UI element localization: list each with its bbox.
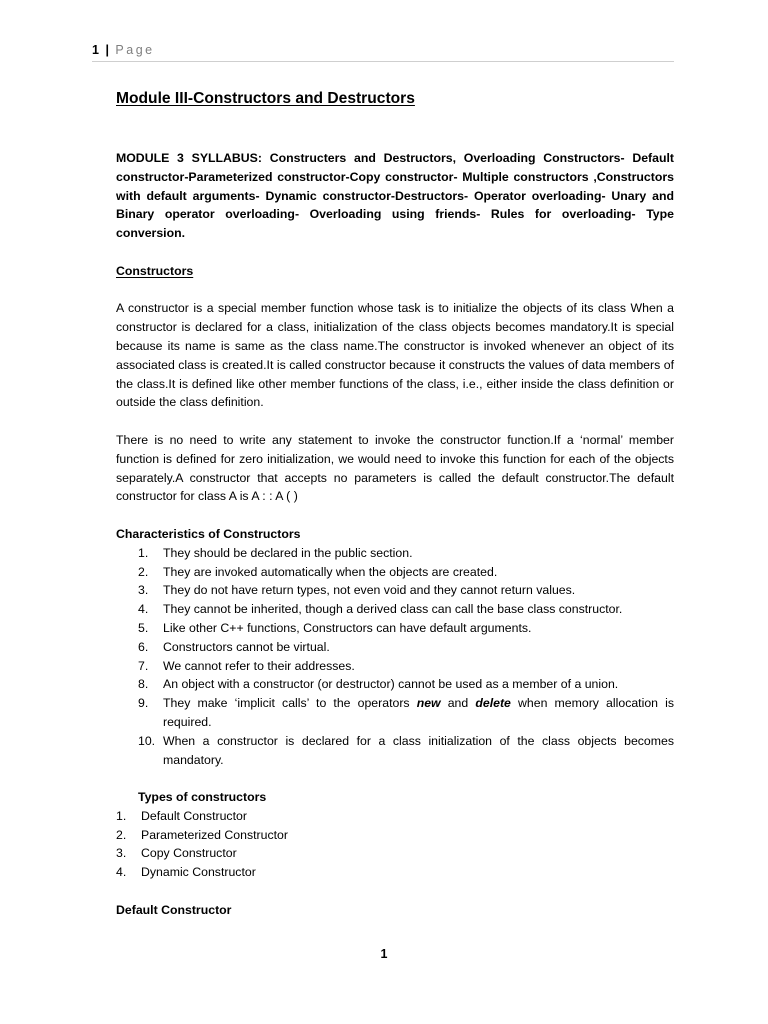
- constructor-invocation-paragraph: There is no need to write any statement to invoke the constructor function.If a ‘normal’ member function is defined for zero initialization, we would need to invoke this function for each of the objects separately.A constructor that accepts no parameters is called the default constructor.The default constructor for class A is A : : A ( ): [116, 432, 674, 504]
- list-item: 9. They make ‘implicit calls’ to the operators new and delete when memory allocation is required.: [138, 696, 674, 729]
- list-item: 6. Constructors cannot be virtual.: [138, 639, 330, 654]
- list-item: 3. They do not have return types, not even void and they cannot return values.: [138, 583, 576, 598]
- list-item: 1. Default Constructor: [116, 808, 247, 823]
- constructors-heading: Constructors: [116, 263, 194, 278]
- types-heading: Types of constructors: [138, 790, 267, 805]
- list-item: 5. Like other C++ functions, Constructors can have default arguments.: [138, 620, 532, 635]
- page-title: Module III-Constructors and Destructors: [116, 90, 415, 107]
- types-list: [116, 807, 674, 882]
- header-page-word: Page: [115, 43, 155, 57]
- page-header: [92, 43, 674, 62]
- default-constructor-heading: Default Constructor: [116, 902, 232, 917]
- list-item: 7. We cannot refer to their addresses.: [138, 658, 355, 673]
- characteristics-heading: Characteristics of Constructors: [116, 526, 301, 541]
- list-item: 8. An object with a constructor (or destructor) cannot be used as a member of a union.: [138, 677, 619, 692]
- list-item: 3. Copy Constructor: [116, 846, 237, 861]
- constructor-definition-paragraph: A constructor is a special member function whose task is to initialize the objects of its class When a constructor is declared for a class, initialization of the class objects becomes mandatory.It is special because its name is same as the class name.The constructor is invoked whenever an object of its associated class is created.It is called constructor because it constructs the values of data members of the class.It is defined like other member functions of the class, i.e., either inside the class definition or outside the class definition.: [116, 301, 674, 410]
- document-body: [116, 86, 674, 920]
- list-item: 1. They should be declared in the public section.: [138, 545, 413, 560]
- list-item: 4. Dynamic Constructor: [116, 865, 256, 880]
- header-separator: |: [105, 43, 110, 57]
- header-page-number: 1: [92, 43, 100, 57]
- list-item: 2. They are invoked automatically when the objects are created.: [138, 564, 498, 579]
- list-item: 2. Parameterized Constructor: [116, 827, 288, 842]
- footer-page-number: 1: [380, 947, 388, 961]
- list-item: 10. When a constructor is declared for a class initialization of the class objects becomes mandatory.: [138, 733, 674, 767]
- syllabus-paragraph: MODULE 3 SYLLABUS: Constructers and Destructors, Overloading Constructors- Default constructor-Parameterized constructor-Copy constructor- Multiple constructors ,Constructors with default arguments- Dynamic constructor-Destructors- Operator overloading- Unary and Binary operator overloading- Overloading using friends- Rules for overloading- Type conversion.: [116, 151, 674, 241]
- list-item: 4. They cannot be inherited, though a derived class can call the base class constructor.: [138, 602, 623, 617]
- characteristics-list: [116, 544, 674, 770]
